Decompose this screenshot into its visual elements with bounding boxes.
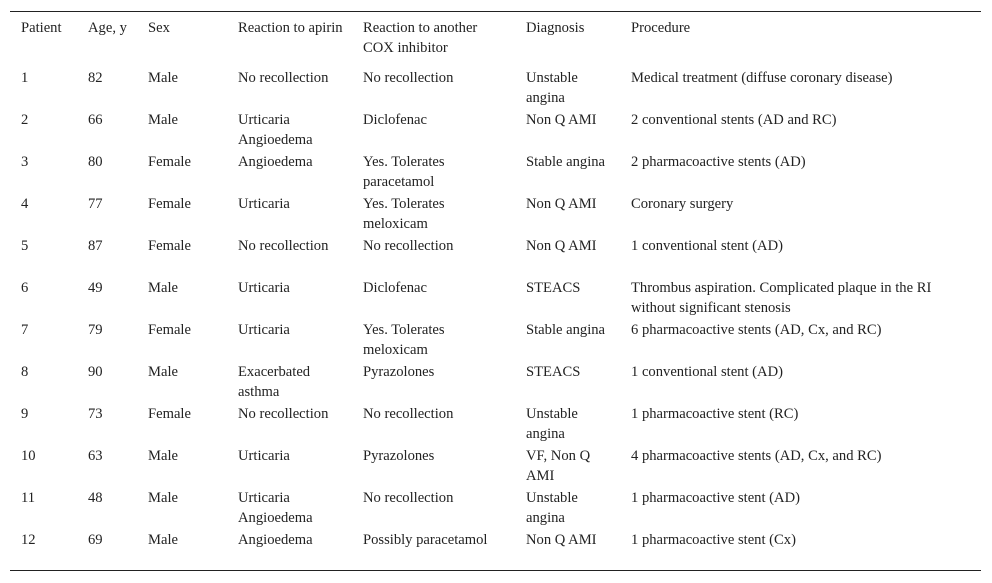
cell-sex: Male [148, 280, 178, 296]
cell-patient: 8 [21, 364, 29, 380]
cell-patient: 4 [21, 196, 29, 212]
table-row [10, 404, 981, 446]
cell-reaction-aspirin: No recollection [238, 70, 329, 86]
cell-reaction-cox: No recollection [363, 490, 454, 506]
cell-diagnosis: STEACS [526, 280, 581, 296]
cell-reaction-aspirin: No recollection [238, 406, 329, 422]
cell-patient: 5 [21, 238, 29, 254]
cell-procedure: 1 conventional stent (AD) [631, 238, 783, 254]
cell-reaction-cox: Diclofenac [363, 112, 428, 128]
cell-sex: Male [148, 112, 178, 128]
cell-procedure: 2 pharmacoactive stents (AD) [631, 154, 806, 170]
cell-age: 66 [88, 112, 103, 128]
cell-patient: 3 [21, 154, 29, 170]
cell-age: 80 [88, 154, 103, 170]
cell-diagnosis: Non Q AMI [526, 238, 597, 254]
table-row [10, 530, 981, 571]
table-row [10, 278, 981, 320]
cell-patient: 7 [21, 322, 29, 338]
cell-age: 79 [88, 322, 103, 338]
table-row [10, 446, 981, 488]
cell-reaction-cox: No recollection [363, 406, 454, 422]
cell-reaction-aspirin: Angioedema [238, 532, 313, 548]
table-row [10, 362, 981, 404]
cell-age: 90 [88, 364, 103, 380]
table-row [10, 194, 981, 236]
cell-reaction-cox: Pyrazolones [363, 364, 435, 380]
cell-patient: 2 [21, 112, 29, 128]
table-row [10, 110, 981, 152]
cell-sex: Male [148, 532, 178, 548]
cell-reaction-aspirin: Urticaria [238, 196, 290, 212]
cell-age: 77 [88, 196, 103, 212]
cell-procedure: 6 pharmacoactive stents (AD, Cx, and RC) [631, 322, 882, 338]
table-header-row [10, 12, 981, 69]
cell-diagnosis: Stable angina [526, 322, 606, 338]
cell-age: 87 [88, 238, 103, 254]
cell-age: 48 [88, 490, 103, 506]
cell-reaction-aspirin: Urticaria [238, 280, 290, 296]
cell-reaction-cox: No recollection [363, 70, 454, 86]
table-row [10, 488, 981, 530]
cell-reaction-aspirin: Urticaria [238, 322, 290, 338]
cell-sex: Male [148, 70, 178, 86]
cell-sex: Female [148, 196, 191, 212]
cell-procedure: 1 pharmacoactive stent (RC) [631, 406, 799, 422]
cell-procedure: 4 pharmacoactive stents (AD, Cx, and RC) [631, 448, 882, 464]
cell-reaction-cox: Yes. Tolerates meloxicam [363, 322, 445, 358]
cell-patient: 12 [21, 532, 36, 548]
header-diagnosis: Diagnosis [526, 20, 585, 36]
cell-age: 69 [88, 532, 103, 548]
cell-diagnosis: VF, Non Q AMI [526, 448, 591, 484]
cell-diagnosis: Unstable angina [526, 70, 578, 106]
cell-patient: 10 [21, 448, 36, 464]
cell-reaction-cox: Yes. Tolerates meloxicam [363, 196, 445, 232]
table-row [10, 152, 981, 194]
cell-procedure: Medical treatment (diffuse coronary disease) [631, 70, 893, 86]
cell-diagnosis: Non Q AMI [526, 532, 597, 548]
cell-diagnosis: Unstable angina [526, 406, 578, 442]
patient-table-container [10, 11, 981, 571]
cell-patient: 6 [21, 280, 29, 296]
cell-diagnosis: STEACS [526, 364, 581, 380]
cell-reaction-aspirin: Urticaria Angioedema [238, 490, 313, 526]
cell-procedure: 1 pharmacoactive stent (Cx) [631, 532, 796, 548]
table-row [10, 236, 981, 278]
cell-patient: 9 [21, 406, 29, 422]
cell-reaction-aspirin: Angioedema [238, 154, 313, 170]
cell-procedure: 1 conventional stent (AD) [631, 364, 783, 380]
cell-diagnosis: Unstable angina [526, 490, 578, 526]
cell-sex: Male [148, 364, 178, 380]
header-reaction-cox: Reaction to another COX inhibitor [363, 20, 478, 56]
header-sex: Sex [148, 20, 170, 36]
table-row [10, 320, 981, 362]
cell-age: 73 [88, 406, 103, 422]
table-body [10, 68, 981, 571]
cell-reaction-aspirin: Urticaria Angioedema [238, 112, 313, 148]
cell-reaction-aspirin: Exacerbated asthma [238, 364, 311, 400]
cell-reaction-cox: Pyrazolones [363, 448, 435, 464]
header-procedure: Procedure [631, 20, 691, 36]
header-reaction-aspirin: Reaction to apirin [238, 20, 343, 36]
table-row [10, 68, 981, 110]
cell-diagnosis: Non Q AMI [526, 196, 597, 212]
cell-patient: 11 [21, 490, 36, 506]
cell-procedure: Thrombus aspiration. Complicated plaque in the RI without significant stenosis [631, 280, 932, 316]
cell-sex: Female [148, 322, 191, 338]
cell-sex: Male [148, 448, 178, 464]
cell-sex: Female [148, 238, 191, 254]
cell-reaction-aspirin: No recollection [238, 238, 329, 254]
cell-reaction-cox: Diclofenac [363, 280, 428, 296]
header-patient: Patient [21, 20, 62, 36]
cell-sex: Female [148, 406, 191, 422]
cell-diagnosis: Non Q AMI [526, 112, 597, 128]
patient-table [10, 11, 981, 571]
cell-reaction-cox: No recollection [363, 238, 454, 254]
cell-reaction-cox: Yes. Tolerates paracetamol [363, 154, 445, 190]
cell-age: 63 [88, 448, 103, 464]
cell-reaction-aspirin: Urticaria [238, 448, 290, 464]
cell-sex: Female [148, 154, 191, 170]
cell-age: 49 [88, 280, 103, 296]
cell-procedure: Coronary surgery [631, 196, 734, 212]
cell-reaction-cox: Possibly paracetamol [363, 532, 488, 548]
cell-sex: Male [148, 490, 178, 506]
cell-procedure: 1 pharmacoactive stent (AD) [631, 490, 800, 506]
cell-patient: 1 [21, 70, 29, 86]
header-age: Age, y [88, 20, 127, 36]
cell-procedure: 2 conventional stents (AD and RC) [631, 112, 837, 128]
cell-diagnosis: Stable angina [526, 154, 606, 170]
cell-age: 82 [88, 70, 103, 86]
